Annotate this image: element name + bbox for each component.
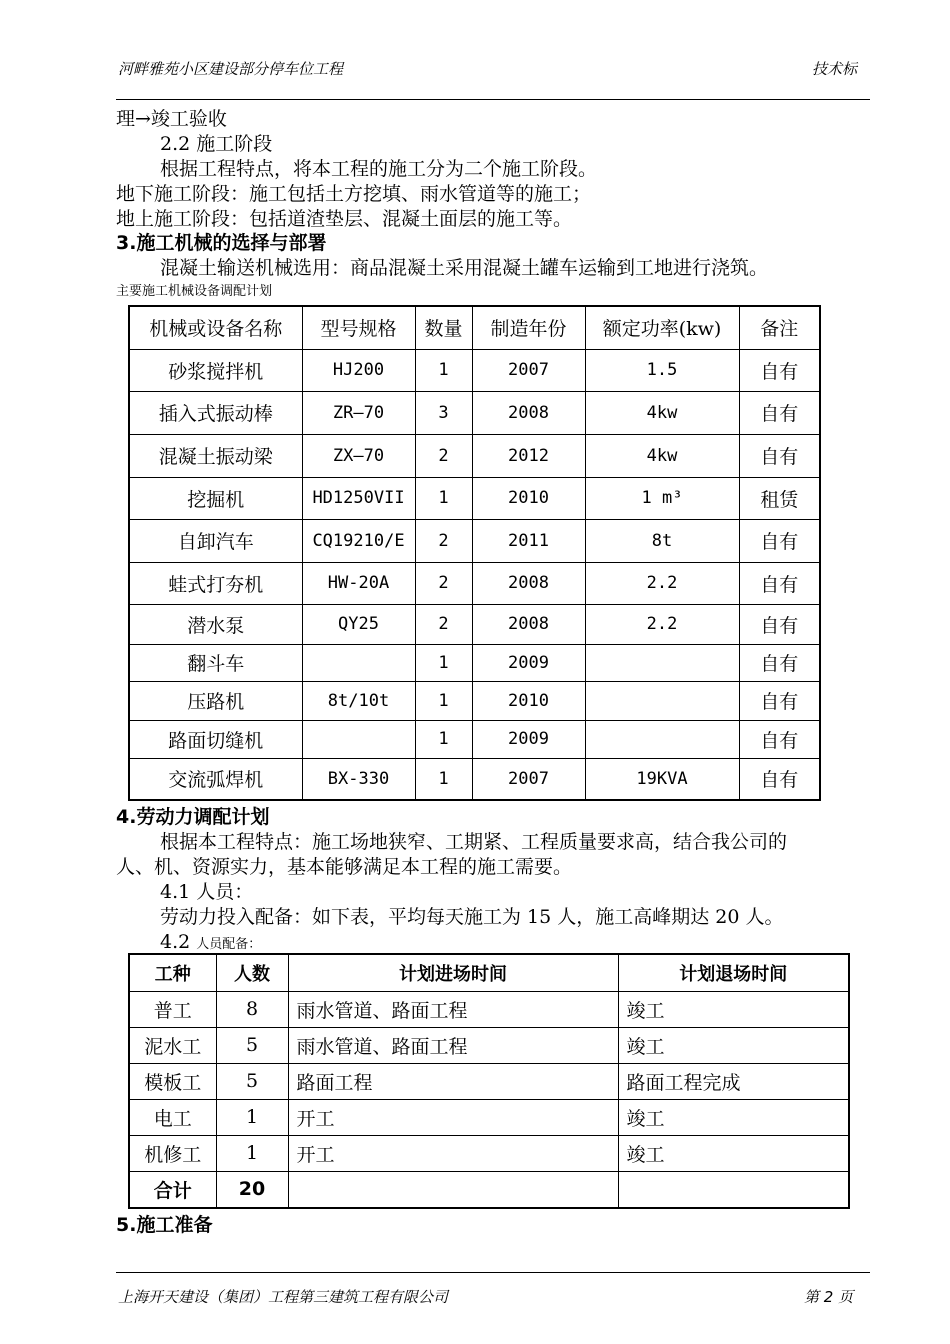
table-cell: 雨水管道、路面工程 — [288, 1027, 618, 1063]
header-project-title: 河畔雅苑小区建设部分停车位工程 — [118, 60, 344, 78]
table-cell — [585, 681, 739, 720]
table-cell: 竣工 — [618, 1099, 849, 1135]
table-cell: 1 — [216, 1135, 288, 1171]
table-row — [129, 1171, 849, 1208]
table-cell: 20 — [216, 1171, 288, 1208]
table-row — [129, 434, 820, 477]
table-cell: 蛙式打夯机 — [129, 562, 302, 604]
table-cell: 开工 — [288, 1135, 618, 1171]
table-header-cell: 备注 — [739, 306, 820, 349]
table-row — [129, 1135, 849, 1171]
table-cell: 砂浆搅拌机 — [129, 349, 302, 391]
table-cell: 1 — [415, 720, 472, 758]
table-header-row — [129, 954, 849, 991]
table-cell: 自有 — [739, 681, 820, 720]
table-cell: 翻斗车 — [129, 644, 302, 681]
table-row — [129, 758, 820, 800]
table-row — [129, 681, 820, 720]
table-cell: 电工 — [129, 1099, 216, 1135]
table-cell: 2007 — [472, 349, 585, 391]
table-cell — [288, 1171, 618, 1208]
table-cell: 1 — [415, 644, 472, 681]
table-cell: 1.5 — [585, 349, 739, 391]
table-row — [129, 604, 820, 644]
table-cell: 1 — [216, 1099, 288, 1135]
table-cell: 潜水泵 — [129, 604, 302, 644]
table-header-cell: 制造年份 — [472, 306, 585, 349]
table-cell: 4kw — [585, 391, 739, 434]
table-cell: 租赁 — [739, 477, 820, 519]
table-cell: 4kw — [585, 434, 739, 477]
table-cell: 泥水工 — [129, 1027, 216, 1063]
table-cell: 2008 — [472, 391, 585, 434]
table-cell — [585, 644, 739, 681]
table-row — [129, 991, 849, 1027]
text-line: 地下施工阶段：施工包括土方挖填、雨水管道等的施工； — [116, 183, 592, 205]
table-cell: 竣工 — [618, 1027, 849, 1063]
table-cell: 自有 — [739, 720, 820, 758]
table-cell: 2012 — [472, 434, 585, 477]
subsection-label: 人员配备： — [196, 937, 262, 952]
table-cell: 2009 — [472, 720, 585, 758]
table-row — [129, 519, 820, 562]
table-cell: 模板工 — [129, 1063, 216, 1099]
table-cell: 自有 — [739, 519, 820, 562]
table-cell: ZR—70 — [302, 391, 415, 434]
table-cell: 1 — [415, 477, 472, 519]
text-line: 劳动力投入配备：如下表，平均每天施工为 15 人，施工高峰期达 20 人。 — [160, 906, 784, 928]
table-cell: 2.2 — [585, 604, 739, 644]
table-cell: 2009 — [472, 644, 585, 681]
footer-page-number: 第 2 页 — [804, 1288, 854, 1306]
table-row — [129, 1063, 849, 1099]
table-cell: HJ200 — [302, 349, 415, 391]
table-row — [129, 477, 820, 519]
table-cell: 8t/10t — [302, 681, 415, 720]
table-header-cell: 额定功率(kw) — [585, 306, 739, 349]
table-cell: 自有 — [739, 349, 820, 391]
header-rule — [116, 99, 870, 100]
table-cell: BX-330 — [302, 758, 415, 800]
table-cell: 混凝土振动梁 — [129, 434, 302, 477]
text-line: 根据本工程特点：施工场地狭窄、工期紧、工程质量要求高，结合我公司的 — [160, 831, 788, 853]
table-caption: 主要施工机械设备调配计划 — [116, 284, 273, 299]
subsection-heading: 2.2 施工阶段 — [160, 133, 273, 155]
table-row — [129, 562, 820, 604]
table-cell: 1 — [415, 681, 472, 720]
table-cell: 2.2 — [585, 562, 739, 604]
table-cell: 2 — [415, 604, 472, 644]
table-cell: 自有 — [739, 562, 820, 604]
table-row — [129, 644, 820, 681]
table-cell: 5 — [216, 1027, 288, 1063]
table-header-cell: 机械或设备名称 — [129, 306, 302, 349]
table-cell: 自卸汽车 — [129, 519, 302, 562]
table-cell: 19KVA — [585, 758, 739, 800]
table-cell: 自有 — [739, 604, 820, 644]
table-row — [129, 1099, 849, 1135]
table-row — [129, 391, 820, 434]
table-header-cell: 工种 — [129, 954, 216, 991]
table-row — [129, 349, 820, 391]
subsection-number: 4.2 — [160, 931, 191, 953]
table-header-cell: 计划进场时间 — [288, 954, 618, 991]
table-cell: 插入式振动棒 — [129, 391, 302, 434]
table-cell: 2 — [415, 562, 472, 604]
footer-company: 上海开天建设（集团）工程第三建筑工程有限公司 — [118, 1288, 449, 1306]
table-row — [129, 720, 820, 758]
table-cell: 2007 — [472, 758, 585, 800]
table-cell: 2010 — [472, 477, 585, 519]
table-cell: QY25 — [302, 604, 415, 644]
text-line: 人、机、资源实力，基本能够满足本工程的施工需要。 — [116, 856, 573, 878]
section-heading: 5.施工准备 — [116, 1214, 213, 1236]
footer-rule — [116, 1272, 870, 1273]
machinery-table — [128, 305, 821, 801]
staffing-table — [128, 953, 850, 1209]
table-cell: 竣工 — [618, 991, 849, 1027]
table-header-row — [129, 306, 820, 349]
table-cell: CQ19210/E — [302, 519, 415, 562]
table-cell: 合计 — [129, 1171, 216, 1208]
table-cell: 8t — [585, 519, 739, 562]
table-cell: 自有 — [739, 644, 820, 681]
table-header-cell: 人数 — [216, 954, 288, 991]
table-header-cell: 型号规格 — [302, 306, 415, 349]
table-cell: 1 m³ — [585, 477, 739, 519]
section-heading: 3.施工机械的选择与部署 — [116, 232, 327, 254]
table-cell: 自有 — [739, 434, 820, 477]
table-cell: 2011 — [472, 519, 585, 562]
table-cell: 1 — [415, 349, 472, 391]
table-cell: 2 — [415, 519, 472, 562]
table-cell: 机修工 — [129, 1135, 216, 1171]
table-cell: 路面工程 — [288, 1063, 618, 1099]
table-header-cell: 计划退场时间 — [618, 954, 849, 991]
table-cell: 自有 — [739, 758, 820, 800]
table-cell: 路面切缝机 — [129, 720, 302, 758]
table-cell — [618, 1171, 849, 1208]
table-cell: 雨水管道、路面工程 — [288, 991, 618, 1027]
table-cell — [302, 644, 415, 681]
header-doc-type: 技术标 — [812, 60, 858, 78]
table-cell: 2010 — [472, 681, 585, 720]
table-cell: HW-20A — [302, 562, 415, 604]
table-cell: 交流弧焊机 — [129, 758, 302, 800]
text-line: 根据工程特点，将本工程的施工分为二个施工阶段。 — [160, 158, 598, 180]
table-cell: 2008 — [472, 562, 585, 604]
table-cell: 挖掘机 — [129, 477, 302, 519]
table-cell: 2 — [415, 434, 472, 477]
table-cell — [585, 720, 739, 758]
subsection-heading: 4.1 人员： — [160, 881, 254, 903]
table-cell: 竣工 — [618, 1135, 849, 1171]
text-line: 理→竣工验收 — [116, 108, 227, 130]
table-cell: 普工 — [129, 991, 216, 1027]
table-cell — [302, 720, 415, 758]
table-header-cell: 数量 — [415, 306, 472, 349]
table-cell: HD1250VII — [302, 477, 415, 519]
table-cell: 1 — [415, 758, 472, 800]
table-cell: 8 — [216, 991, 288, 1027]
table-cell: 开工 — [288, 1099, 618, 1135]
table-cell: ZX—70 — [302, 434, 415, 477]
table-cell: 5 — [216, 1063, 288, 1099]
table-cell: 自有 — [739, 391, 820, 434]
text-line: 混凝土输送机械选用：商品混凝土采用混凝土罐车运输到工地进行浇筑。 — [160, 257, 769, 279]
table-cell: 2008 — [472, 604, 585, 644]
table-cell: 路面工程完成 — [618, 1063, 849, 1099]
table-cell: 3 — [415, 391, 472, 434]
text-line: 地上施工阶段：包括道渣垫层、混凝土面层的施工等。 — [116, 208, 573, 230]
table-row — [129, 1027, 849, 1063]
table-cell: 压路机 — [129, 681, 302, 720]
section-heading: 4.劳动力调配计划 — [116, 806, 270, 828]
